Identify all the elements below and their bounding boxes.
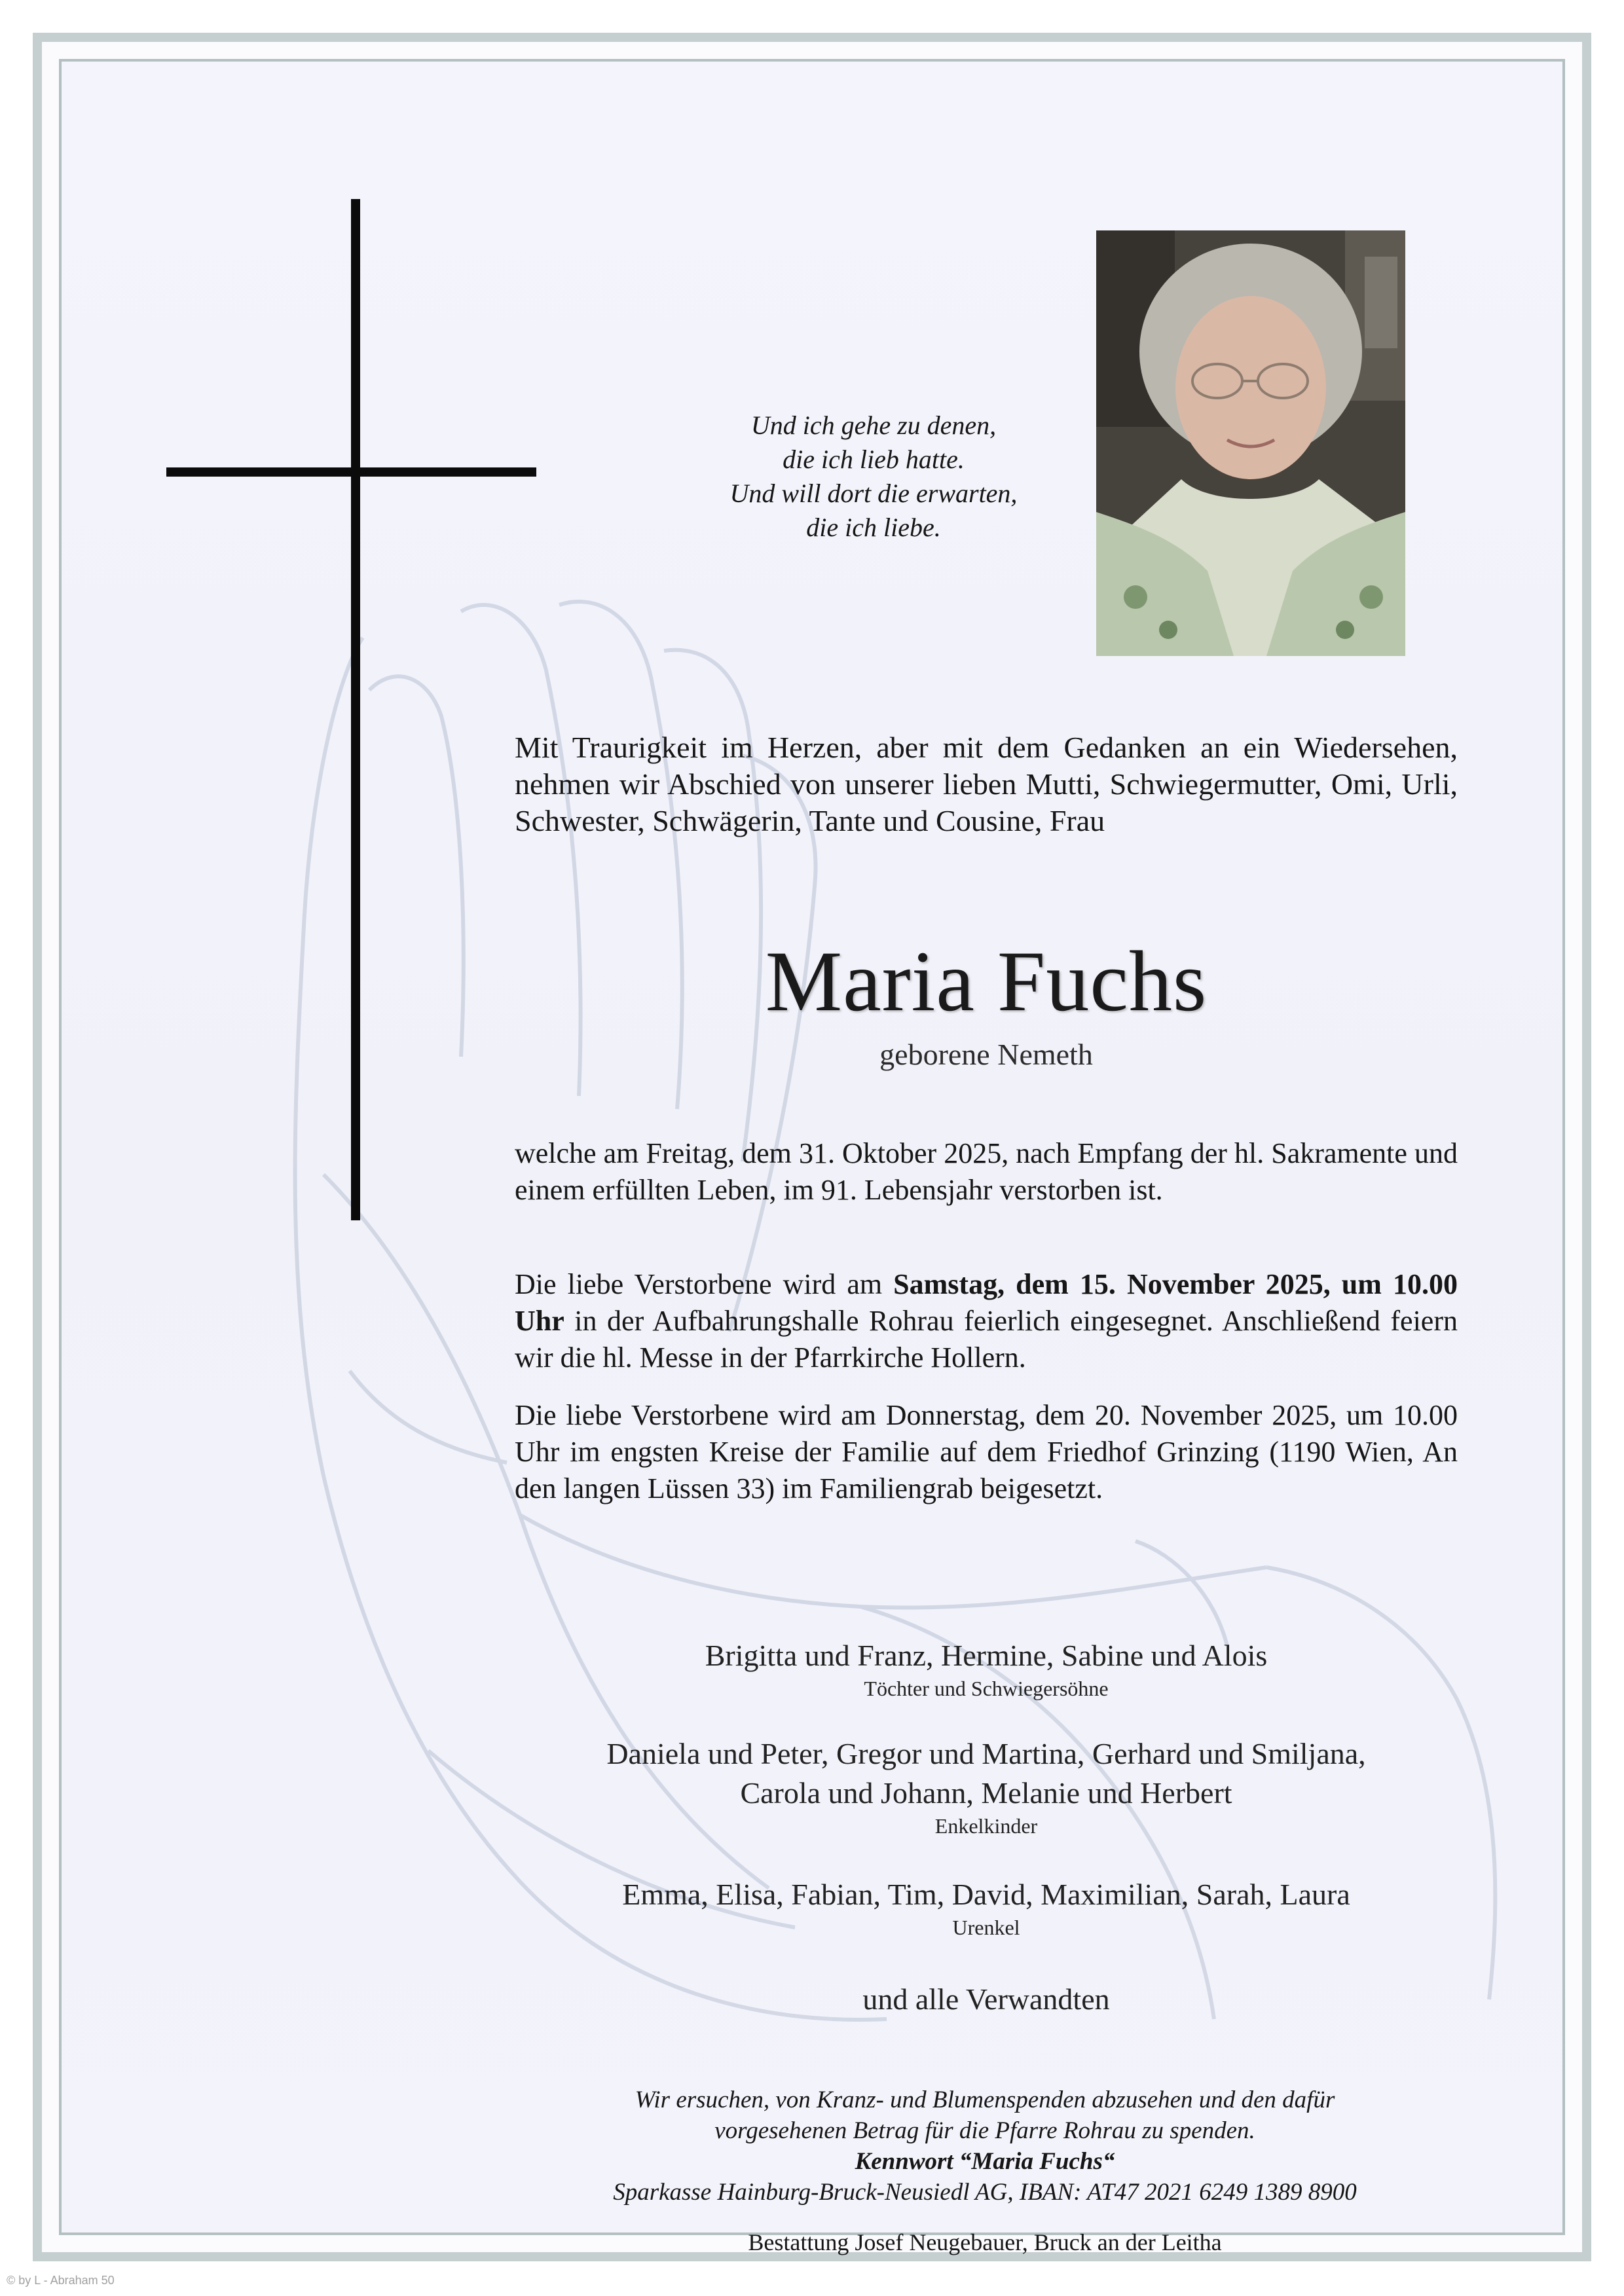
- page-border: [33, 33, 1591, 2261]
- family-names: Carola und Johann, Melanie und Herbert: [740, 1776, 1232, 1810]
- closing-line: Wir ersuchen, von Kranz- und Blumenspenden abzusehen und den dafür: [635, 2086, 1335, 2113]
- funeral-details: [515, 1266, 1458, 1376]
- family-role: Urenkel: [952, 1916, 1020, 1939]
- quote-line: Und ich gehe zu denen,: [750, 410, 997, 440]
- family-names: Emma, Elisa, Fabian, Tim, David, Maximilian, Sarah, Laura: [622, 1878, 1350, 1911]
- family-role: Töchter und Schwiegersöhne: [864, 1677, 1109, 1700]
- relatives-line: und alle Verwandten: [862, 1982, 1110, 2016]
- family-role: Enkelkinder: [934, 1814, 1038, 1838]
- death-details: welche am Freitag, dem 31. Oktober 2025, nach Empfang der hl. Sakramente und einem erfüllten Leben, im 91. Lebensjahr verstorben ist.: [515, 1137, 1458, 1206]
- funeral-suffix: in der Aufbahrungshalle Rohrau feierlich eingesegnet. Anschließend feiern wir die hl. Messe in der Pfarrkirche Hollern.: [515, 1305, 1458, 1374]
- donation-request: [468, 2085, 1502, 2208]
- burial-details: Die liebe Verstorbene wird am Donnerstag, dem 20. November 2025, um 10.00 Uhr im engsten Kreise der Familie auf dem Friedhof Grinzing (1190 Wien, An den langen Lüssen 33) im Familiengrab beigesetzt.: [515, 1399, 1458, 1504]
- family-names: Daniela und Peter, Gregor und Martina, Gerhard und Smiljana,: [606, 1737, 1366, 1770]
- cross-icon: [166, 199, 540, 1220]
- copyright-note: © by L - Abraham 50: [7, 2274, 115, 2287]
- donation-keyword: Kennwort “Maria Fuchs“: [855, 2148, 1115, 2175]
- quote-line: die ich lieb hatte.: [783, 445, 965, 474]
- notice-card: [59, 59, 1565, 2255]
- maiden-name: geborene Nemeth: [879, 1038, 1093, 1071]
- bank-details: Sparkasse Hainburg-Bruck-Neusiedl AG, IBAN: AT47 2021 6249 1389 8900: [613, 2179, 1357, 2206]
- family-group-daughters: [515, 1636, 1458, 1702]
- undertaker: Bestattung Josef Neugebauer, Bruck an der Leitha: [748, 2229, 1222, 2255]
- family-group-grandchildren: [515, 1734, 1458, 1839]
- intro-text: Mit Traurigkeit im Herzen, aber mit dem Gedanken an ein Wiedersehen, nehmen wir Abschied von unserer lieben Mutti, Schwiegermutter, Omi, Urli, Schwester, Schwägerin, Tante und Cousine, Frau: [515, 731, 1458, 837]
- portrait-photo: [1096, 230, 1405, 656]
- funeral-date: Samstag, dem 15. November 2025, um 10.00 Uhr: [515, 1268, 1458, 1337]
- family-group-great-grandchildren: [515, 1875, 1458, 1941]
- family-names: Brigitta und Franz, Hermine, Sabine und Alois: [705, 1639, 1268, 1672]
- funeral-prefix: Die liebe Verstorbene wird am: [515, 1268, 894, 1300]
- quote-line: Und will dort die erwarten,: [729, 479, 1018, 508]
- closing-line: vorgesehenen Betrag für die Pfarre Rohrau zu spenden.: [714, 2117, 1255, 2144]
- deceased-name: Maria Fuchs: [765, 933, 1208, 1029]
- quote-line: die ich liebe.: [806, 513, 941, 542]
- memorial-quote: [605, 409, 1142, 545]
